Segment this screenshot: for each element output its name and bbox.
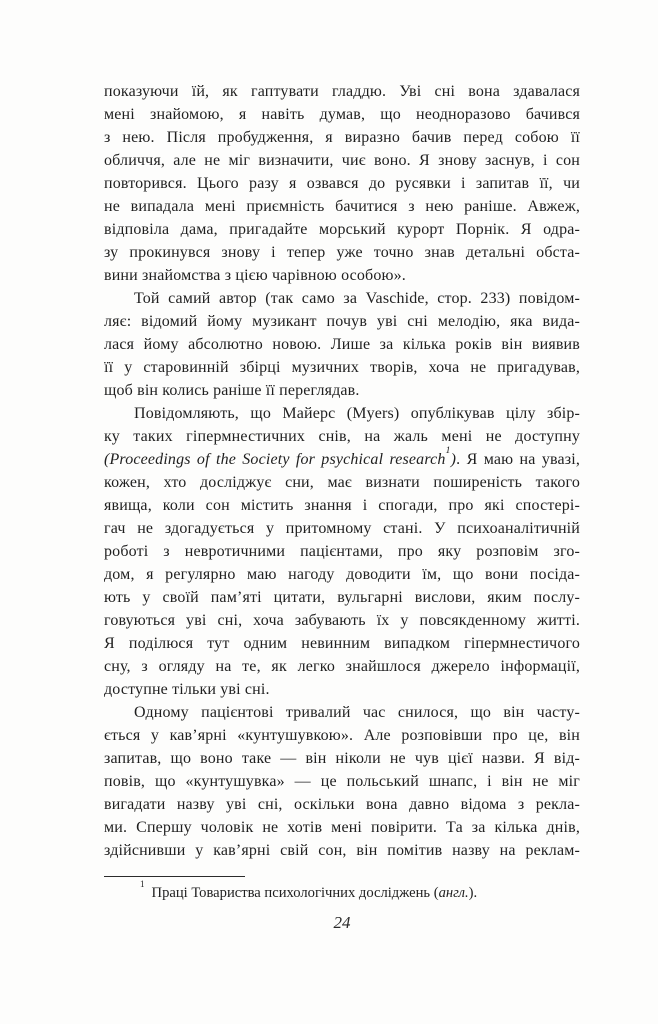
text-line	[104, 195, 580, 218]
text-line	[104, 609, 580, 632]
text-segment: вигадати назву уві сні, оскільки вона давно відома з рекла-	[104, 796, 580, 813]
text-line	[104, 264, 580, 287]
text-segment: доступне тільки уві сні.	[104, 681, 270, 698]
text-line	[104, 724, 580, 747]
text-segment: показуючи їй, як гаптувати гладдю. Уві сні вона здавалася	[104, 83, 580, 100]
text-block	[104, 80, 580, 862]
paragraph	[104, 80, 580, 287]
text-segment: запитав, що воно таке — він ніколи не чув цієї назви. Я від-	[104, 750, 580, 767]
text-segment: Я поділюся тут одним невинним випадком гіпермнестичого	[104, 635, 580, 652]
text-segment: Одному пацієнтові тривалий час снилося, що він часту-	[134, 704, 580, 721]
text-segment: Той самий автор (так само за Vaschide, стор. 233) повідом-	[134, 290, 580, 307]
text-segment: явища, коли сон містить знання і спогади, про які спостері-	[104, 497, 580, 514]
footnote	[104, 879, 580, 903]
text-segment: щоб він колись раніше її переглядав.	[104, 382, 360, 399]
text-line	[104, 126, 580, 149]
text-line	[104, 103, 580, 126]
italic-text: (Proceedings of the Society for psychical research	[104, 451, 446, 468]
text-segment: ляє: відомий йому музикант почув уві сні мелодію, яка вида-	[104, 313, 580, 330]
text-segment: зу прокинувся знову і тепер уже точно знав детальні обста-	[104, 244, 580, 261]
text-segment: з нею. Після пробудження, я виразно бачив перед собою її	[104, 129, 580, 146]
text-segment: ми. Спершу чоловік не хотів мені повірити. Та за кілька днів,	[104, 819, 580, 836]
text-segment: дом, я регулярно маю нагоду доводити їм, що вони посіда-	[104, 566, 580, 583]
text-line	[104, 816, 580, 839]
text-line	[104, 402, 580, 425]
text-line	[104, 701, 580, 724]
text-segment: роботі з невротичними пацієнтами, про яку розповім зго-	[104, 543, 580, 560]
text-line	[104, 445, 580, 471]
text-segment: Повідомляють, що Майерс (Myers) опублікував цілу збір-	[134, 405, 580, 422]
text-segment: говуються уві сні, хоча забувають їх у повсякденному житті.	[104, 612, 580, 629]
text-line	[104, 172, 580, 195]
text-line	[104, 333, 580, 356]
text-line	[104, 540, 580, 563]
italic-text: )	[450, 451, 457, 468]
text-segment: лася йому абсолютно новою. Лише за кілька років він виявив	[104, 336, 580, 353]
text-segment: її у старовинній збірці музичних творів, хоча не пригадував,	[104, 359, 580, 376]
text-line	[104, 80, 580, 103]
text-line	[104, 425, 580, 448]
text-line	[104, 356, 580, 379]
text-segment: повів, що «кунтушувка» — це польський шнапс, і він не міг	[104, 773, 580, 790]
text-line	[104, 517, 580, 540]
text-line	[104, 770, 580, 793]
page-number: 24	[333, 913, 351, 932]
text-segment: кожен, хто досліджує сни, має визнати поширеність такого	[104, 474, 580, 491]
text-line	[104, 586, 580, 609]
text-line	[104, 793, 580, 816]
text-line	[104, 241, 580, 264]
text-segment: вини знайомства з цією чарівною особою».	[104, 267, 406, 284]
paragraph	[104, 701, 580, 862]
text-segment: ку таких гіпермнестичних снів, на жаль мені не доступну	[104, 428, 580, 445]
text-segment: сну, з огляду на те, як легко знайшлося джерело інформації,	[104, 658, 580, 675]
text-segment: ється у кав’ярні «кунтушувкою». Але розповівши про це, він	[104, 727, 580, 744]
text-segment: Праці Товариства психологічних досліджень (	[151, 885, 439, 901]
text-segment: ).	[468, 885, 478, 901]
text-segment: . Я маю на увазі,	[456, 451, 580, 468]
footnote-rule	[104, 876, 245, 877]
text-segment: відповіла дама, пригадайте морський курорт Порнік. Я одра-	[104, 221, 580, 238]
text-segment: ють у своїй пам’яті цитати, вульгарні вислови, яким послу-	[104, 589, 580, 606]
text-line	[104, 563, 580, 586]
italic-text: англ.	[438, 885, 469, 901]
paragraph	[104, 402, 580, 701]
text-line	[104, 839, 580, 862]
text-line	[104, 655, 580, 678]
text-line	[104, 287, 580, 310]
text-segment: здійснивши у кав’ярні свій сон, він помітив назву на реклам-	[104, 842, 580, 859]
text-line	[104, 471, 580, 494]
text-line	[104, 494, 580, 517]
text-line	[104, 678, 580, 701]
text-segment: не випадала мені приємність бачитися з нею раніше. Авжеж,	[104, 198, 580, 215]
text-segment: мені знайомою, я навіть думав, що неодноразово бачився	[104, 106, 580, 123]
footnote-marker: 1	[445, 445, 451, 457]
text-line	[104, 310, 580, 333]
text-line	[104, 149, 580, 172]
text-segment: обличчя, але не міг визначити, чиє воно. Я знову заснув, і сон	[104, 152, 580, 169]
text-line	[104, 632, 580, 655]
text-segment: повторився. Цього разу я озвався до русявки і запитав її, чи	[104, 175, 580, 192]
paragraph	[104, 287, 580, 402]
footnote-marker: 1	[140, 879, 145, 890]
text-line	[104, 747, 580, 770]
text-segment: гач не здогадується у притомному стані. У психоаналітичній	[104, 520, 580, 537]
text-line	[104, 218, 580, 241]
text-line	[104, 379, 580, 402]
